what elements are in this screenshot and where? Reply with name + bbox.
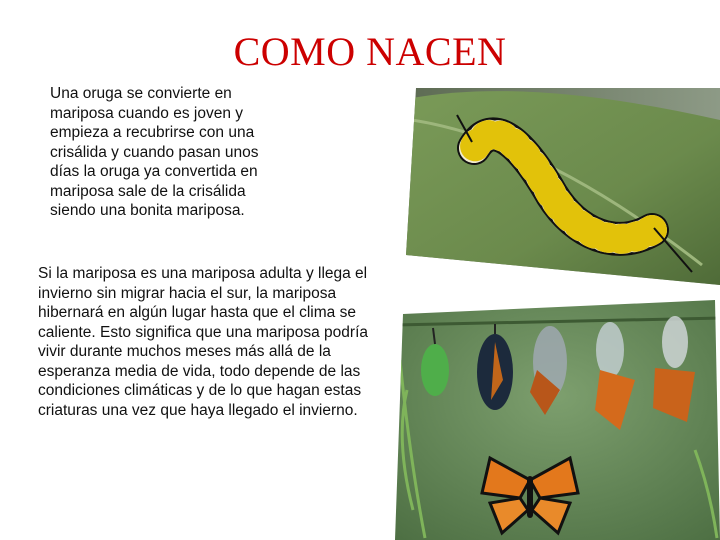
lifecycle-photo [395, 300, 720, 540]
paragraph-hibernation: Si la mariposa es una mariposa adulta y llega el invierno sin migrar hacia el sur, la mariposa hibernará en algún lugar hasta que el clima se caliente. Esto significa que una mariposa podría vivir durante muchos meses más allá de la esperanza media de vida, todo depende de las condiciones climáticas y de lo que hagan estas criaturas una vez que haya llegado el invierno. [38, 265, 369, 419]
slide-title: COMO NACEN [233, 29, 507, 74]
paragraph-metamorphosis: Una oruga se convierte en mariposa cuando es joven y empieza a recubrirse con una crisálida y cuando pasan unos días la oruga ya convertida en mariposa sale de la crisálida siendo una bonita mariposa. [50, 85, 259, 219]
caterpillar-photo [402, 80, 720, 285]
